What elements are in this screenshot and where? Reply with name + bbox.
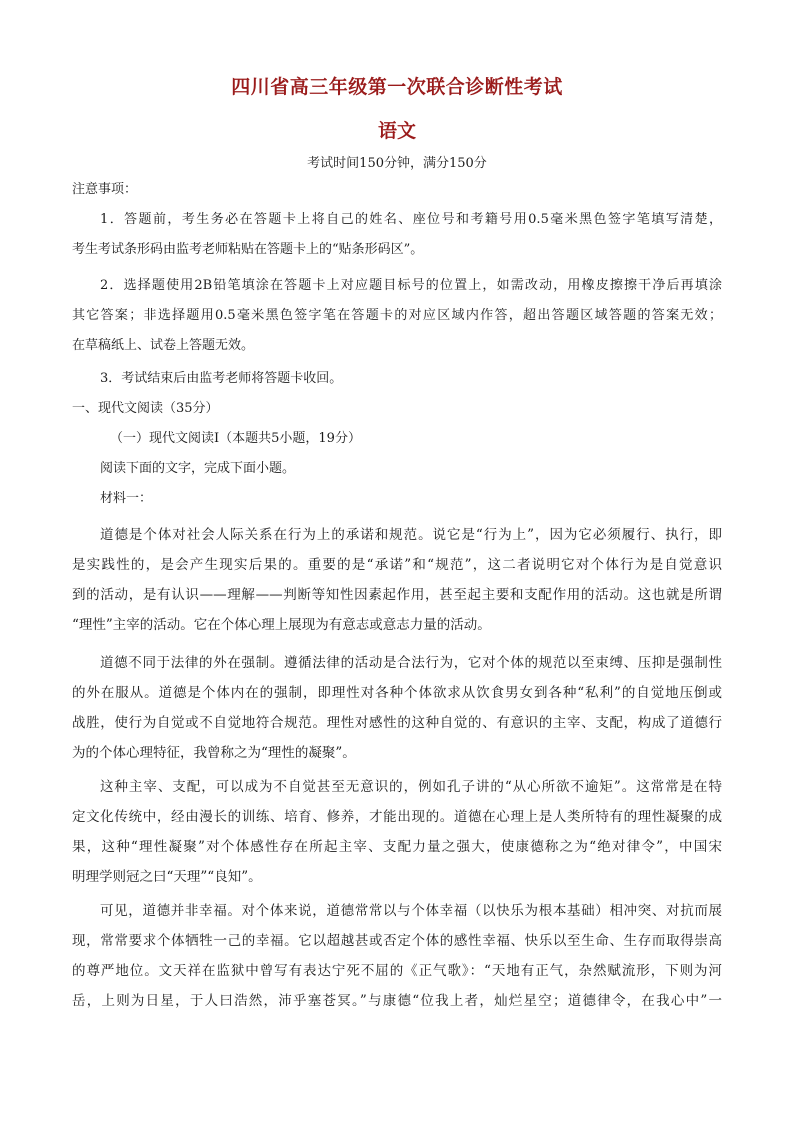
paragraph-3-line-1: 这种主宰、支配，可以成为不自觉甚至无意识的，例如孔子讲的“从心所欲不逾矩”。这常常是在特 xyxy=(100,779,722,795)
paragraph-4-line-4: 岳，上则为日星，于人曰浩然，沛乎塞苍冥。”与康德“位我上者，灿烂星空；道德律令，在我心中”一 xyxy=(72,993,722,1009)
section-sub-heading: （一）现代文阅读Ⅰ（本题共5小题，19分） xyxy=(110,431,361,446)
paragraph-3 xyxy=(72,772,722,892)
paragraph-4-line-1: 可见，道德并非幸福。对个体来说，道德常常以与个体幸福（以快乐为根本基础）相冲突、对抗而展 xyxy=(100,903,722,919)
notice-item-3-block xyxy=(72,364,722,394)
paragraph-4 xyxy=(72,896,722,1016)
subject-title: 语文 xyxy=(377,120,416,142)
material-label: 材料一： xyxy=(100,491,153,506)
notice-item-2-line-2: 其它答案；非选择题用0.5毫米黑色签字笔在答题卡的对应区域内作答，超出答题区域答题的答案无效； xyxy=(72,308,722,323)
notice-heading: 注意事项： xyxy=(72,182,138,197)
paragraph-1-line-1: 道德是个体对社会人际关系在行为上的承诺和规范。说它是“行为上”，因为它必须履行、执行，即 xyxy=(100,527,722,543)
paragraph-3-line-2: 定文化传统中，经由漫长的训练、培育、修养，才能出现的。道德在心理上是人类所特有的理性凝聚的成 xyxy=(72,809,722,825)
notice-item-3: 3．考试结束后由监考老师将答题卡收回。 xyxy=(100,371,343,386)
paragraph-2-line-3: 战胜，使行为自觉或不自觉地符合规范。理性对感性的这种自觉的、有意识的主宰、支配，构成了道德行 xyxy=(72,715,722,731)
paragraph-1 xyxy=(72,520,722,640)
section-heading-block xyxy=(72,394,722,514)
paragraph-1-line-4: “理性”主宰的活动。它在个体心理上展现为有意志或意志力量的活动。 xyxy=(72,617,491,633)
paragraph-1-line-2: 是实践性的，是会产生现实后果的。重要的是“承诺”和“规范”，这二者说明它对个体行为是自觉意识 xyxy=(72,557,722,573)
exam-info: 考试时间150分钟，满分150分 xyxy=(307,156,487,171)
notice-heading-block xyxy=(72,175,722,205)
notice-item-1-line-1: 1．答题前，考生务必在答题卡上将自己的姓名、座位号和考籍号用0.5毫米黑色签字笔填写清楚， xyxy=(100,212,722,227)
paragraph-2 xyxy=(72,648,722,768)
paragraph-4-line-2: 现，常常要求个体牺牲一己的幸福。它以超越甚或否定个体的感性幸福、快乐以至生命、生存而取得崇高 xyxy=(72,933,722,949)
paragraph-1-line-3: 到的活动，是有认识——理解——判断等知性因素起作用，甚至起主要和支配作用的活动。这也就是所谓 xyxy=(72,587,722,603)
notice-item-2 xyxy=(72,271,722,361)
notice-item-1 xyxy=(72,205,722,265)
paragraph-3-line-3: 果，这种“理性凝聚”对个体感性存在所起主宰、支配力量之强大，使康德称之为“绝对律令”，中国宋 xyxy=(72,839,722,855)
paragraph-2-line-2: 的外在服从。道德是个体内在的强制，即理性对各种个体欲求从饮食男女到各种“私利”的自觉地压倒或 xyxy=(72,685,722,701)
paragraph-2-line-4: 为的个体心理特征，我曾称之为“理性的凝聚”。 xyxy=(72,745,356,761)
paragraph-3-line-4: 明理学则冠之曰“天理”“良知”。 xyxy=(72,869,262,885)
paragraph-2-line-1: 道德不同于法律的外在强制。遵循法律的活动是合法行为，它对个体的规范以至束缚、压抑是强制性 xyxy=(100,655,722,671)
notice-item-2-line-1: 2．选择题使用2B铅笔填涂在答题卡上对应题目标号的位置上，如需改动，用橡皮擦擦干净后再填涂 xyxy=(100,278,722,293)
notice-item-2-line-3: 在草稿纸上、试卷上答题无效。 xyxy=(72,338,255,353)
section-heading: 一、现代文阅读（35分） xyxy=(72,401,219,416)
notice-item-1-line-2: 考生考试条形码由监考老师粘贴在答题卡上的“贴条形码区”。 xyxy=(72,242,424,257)
exam-title: 四川省高三年级第一次联合诊断性考试 xyxy=(231,76,563,98)
reading-instruction: 阅读下面的文字，完成下面小题。 xyxy=(100,461,296,476)
paragraph-4-line-3: 的尊严地位。文天祥在监狱中曾写有表达宁死不屈的《正气歌》：“天地有正气，杂然赋流形，下则为河 xyxy=(72,963,722,979)
